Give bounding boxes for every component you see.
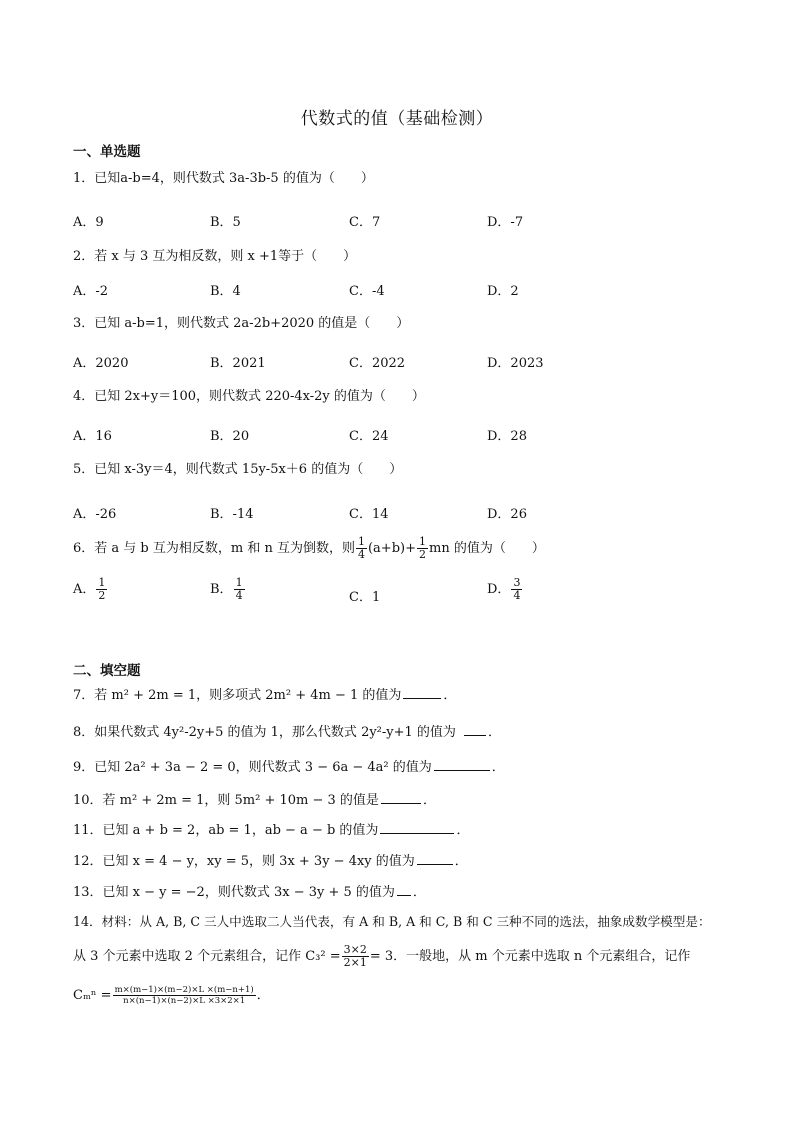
- question-8: 8．如果代数式 4y²-2y+5 的值为 1，那么代数式 2y²-y+1 的值为 ．: [73, 722, 501, 742]
- question-1: 1．已知a-b=4，则代数式 3a-3b-5 的值为（ ）: [73, 171, 374, 186]
- question-14-formula: Cₘⁿ = $\frac{m\times(m-1)\times(m-2)\times L \times(m-n+1)}{n\times(n-1)\times(n-2)\times L \times 3\times 2\times 1}$ ．: [73, 985, 270, 1006]
- q6-text-post: mn 的值为（ ）: [429, 541, 545, 556]
- q2-option-c: C．-4: [349, 284, 385, 299]
- q6-option-a-fraction: $\frac{1}{2}$: [98, 576, 106, 602]
- q14-cmn-fraction: $\frac{m\times(m-1)\times(m-2)\times L \times(m-n+1)}{n\times(n-1)\times(n-2)\times L \times 3\times 2\times 1}$: [114, 985, 254, 1006]
- page-title: 代数式的值（基础检测）: [300, 109, 494, 129]
- q4-option-d: D．28: [487, 429, 527, 444]
- q6-text-pre: 6．若 a 与 b 互为相反数，m 和 n 互为倒数，则: [73, 541, 355, 556]
- q8-answer-blank[interactable]: [464, 722, 486, 736]
- q5-option-a: A．-26: [73, 507, 117, 522]
- q1-option-c: C．7: [349, 215, 381, 230]
- question-2: 2．若 x 与 3 互为相反数，则 x +1等于（ ）: [73, 249, 357, 264]
- q11-answer-blank[interactable]: [380, 820, 454, 834]
- q1-option-b: B．5: [210, 215, 241, 230]
- q9-answer-blank[interactable]: [434, 757, 490, 771]
- question-5: 5．已知 x-3y＝4，则代数式 15y-5x＋6 的值为（ ）: [73, 462, 403, 477]
- question-7: 7．若 m² + 2m = 1，则多项式 2m² + 4m − 1 的值为 ．: [73, 685, 456, 705]
- q1-option-d: D．-7: [487, 215, 524, 230]
- q3-option-a: A．2020: [73, 356, 129, 371]
- q5-option-b: B．-14: [210, 507, 254, 522]
- q6-option-b-fraction: $\frac{1}{4}$: [235, 576, 243, 602]
- q4-option-c: C．24: [349, 429, 389, 444]
- q2-option-a: A．-2: [73, 284, 109, 299]
- q5-option-c: C．14: [349, 507, 389, 522]
- q7-answer-blank[interactable]: [403, 685, 441, 699]
- q5-option-d: D．26: [487, 507, 527, 522]
- question-10: 10．若 m² + 2m = 1，则 5m² + 10m − 3 的值是 ．: [73, 790, 436, 810]
- q6-text-mid: (a+b)+: [367, 541, 416, 556]
- q6-fraction-2: $\frac{1}{2}$: [419, 535, 426, 561]
- question-14-line-1: 14．材料：从 A, B, C 三人中选取二人当代表，有 A 和 B, A 和 C, B 和 C 三种不同的选法，抽象成数学模型是：: [73, 914, 711, 929]
- section-single-choice: 一、单选题: [73, 144, 141, 160]
- section-fill-blank: 二、填空题: [73, 663, 141, 679]
- q14-c32-fraction: $\frac{3\times 2}{2\times 1}$: [343, 943, 367, 969]
- q6-fraction-1: $\frac{1}{4}$: [357, 535, 365, 561]
- q6-option-d: D． $\frac{3}{4}$: [487, 576, 521, 602]
- q6-option-c: C．1: [349, 590, 381, 605]
- q3-option-d: D．2023: [487, 356, 544, 371]
- question-13: 13．已知 x − y = −2，则代数式 3x − 3y + 5 的值为 ．: [73, 882, 426, 902]
- question-4: 4．已知 2x+y＝100，则代数式 220-4x-2y 的值为（ ）: [73, 389, 425, 404]
- q6-option-a: A． $\frac{1}{2}$: [73, 576, 106, 602]
- q1-option-a: A．9: [73, 215, 104, 230]
- q3-option-c: C．2022: [349, 356, 406, 371]
- q12-answer-blank[interactable]: [417, 851, 453, 865]
- question-9: 9．已知 2a² + 3a − 2 = 0，则代数式 3 − 6a − 4a² 的值为 ．: [73, 757, 505, 777]
- q10-answer-blank[interactable]: [381, 790, 421, 804]
- q6-option-b: B． $\frac{1}{4}$: [210, 576, 243, 602]
- q2-option-b: B．4: [210, 284, 241, 299]
- question-12: 12．已知 x = 4 − y，xy = 5，则 3x + 3y − 4xy 的值为 ．: [73, 851, 468, 871]
- question-6: [73, 536, 545, 561]
- q6-option-d-fraction: $\frac{3}{4}$: [513, 576, 521, 602]
- question-3: 3．已知 a-b=1，则代数式 2a-2b+2020 的值是（ ）: [73, 316, 410, 331]
- q2-option-d: D．2: [487, 284, 519, 299]
- question-14-line-2: 从 3 个元素中选取 2 个元素组合，记作 C₃² = $\frac{3\times 2}{2\times 1}$ = 3．一般地，从 m 个元素中选取 n 个元素组合，记作: [73, 943, 691, 969]
- q13-answer-blank[interactable]: [397, 882, 411, 896]
- q4-option-b: B．20: [210, 429, 250, 444]
- question-11: 11．已知 a + b = 2，ab = 1，ab − a − b 的值为 ．: [73, 820, 469, 840]
- q4-option-a: A．16: [73, 429, 112, 444]
- q3-option-b: B．2021: [210, 356, 266, 371]
